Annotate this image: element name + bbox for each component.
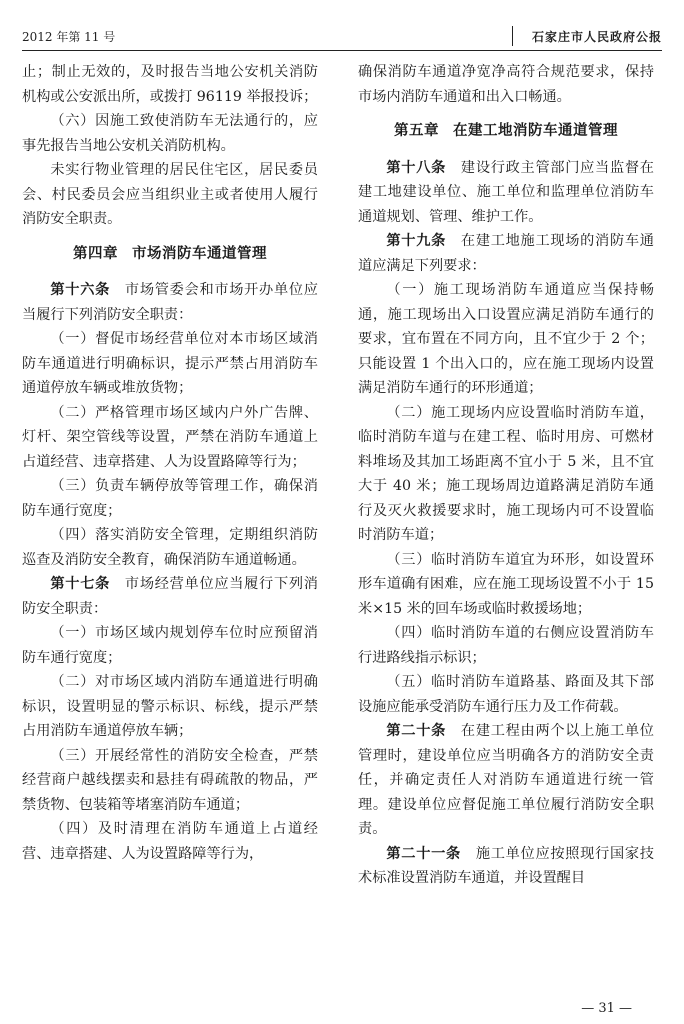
article-number: 第十九条 <box>386 233 447 249</box>
article-text: 建设行政主管部门应当监督在建工地建设单位、施工单位和监理单位消防车通道规划、管理、维护工作。 <box>358 159 654 225</box>
article-paragraph <box>358 719 654 842</box>
body-paragraph: 确保消防车通道净宽净高符合规范要求，保持市场内消防车通道和出入口畅通。 <box>358 64 654 105</box>
page-header <box>22 28 662 48</box>
article-number: 第二十一条 <box>386 845 461 862</box>
page-number: — 31 — <box>581 1001 632 1016</box>
body-paragraph: 止；制止无效的，及时报告当地公安机关消防机构或公安派出所，或拨打 96119 举报投诉； <box>22 64 318 105</box>
article-paragraph <box>22 278 318 327</box>
body-paragraph: （二）施工现场内应设置临时消防车道，临时消防车道与在建工程、临时用房、可燃材料堆场及其加工场距离不宜小于 5 米，且不宜大于 40 米；施工现场周边道路满足消防车通行及灭火救援要求时，施工现场内可不设置临时消防车道； <box>358 404 654 543</box>
issue-label: 2012 年第 11 号 <box>22 30 116 44</box>
chapter-heading <box>22 232 318 279</box>
body-paragraph: （六）因施工致使消防车无法通行的，应事先报告当地公安机关消防机构。 <box>22 113 318 154</box>
article-paragraph <box>358 229 654 278</box>
left-column <box>22 60 318 866</box>
article-paragraph <box>358 842 654 891</box>
publication-title: 石家庄市人民政府公报 <box>531 30 662 44</box>
article-number: 第二十条 <box>386 723 447 739</box>
article-paragraph <box>358 156 654 230</box>
chapter-title: 市场消防车通道管理 <box>132 244 267 262</box>
body-paragraph: （四）临时消防车道的右侧应设置消防车行进路线指示标识； <box>358 625 654 666</box>
chapter-heading <box>358 109 654 156</box>
body-paragraph: （二）严格管理市场区域内户外广告牌、灯杆、架空管线等设置，严禁在消防车通道上占道经营、违章搭建、人为设置路障等行为； <box>22 404 318 470</box>
article-text: 在建工地施工现场的消防车通道应满足下列要求： <box>358 233 654 274</box>
body-paragraph: 未实行物业管理的居民住宅区，居民委员会、村民委员会应当组织业主或者使用人履行消防安全职责。 <box>22 162 318 227</box>
article-text: 施工单位应按照现行国家技术标准设置消防车通道，并设置醒目 <box>358 845 654 886</box>
body-paragraph: （五）临时消防车道路基、路面及其下部设施应能承受消防车通行压力及工作荷载。 <box>358 674 654 715</box>
body-paragraph: （一）施工现场消防车通道应当保持畅通，施工现场出入口设置应满足消防车通行的要求，宜布置在不同方向，且不宜少于 2 个；只能设置 1 个出入口的，应在施工现场内设置满足消防车通行的环形通道； <box>358 282 654 396</box>
header-divider <box>512 26 513 46</box>
body-paragraph: （四）及时清理在消防车通道上占道经营、违章搭建、人为设置路障等行为， <box>22 821 318 862</box>
right-column <box>358 60 654 891</box>
body-paragraph: （三）负责车辆停放等管理工作，确保消防车通行宽度； <box>22 478 318 519</box>
article-number: 第十六条 <box>50 282 111 298</box>
article-text: 市场经营单位应当履行下列消防安全职责： <box>22 576 318 617</box>
body-paragraph: （四）落实消防安全管理，定期组织消防巡查及消防安全教育，确保消防车通道畅通。 <box>22 527 318 568</box>
chapter-number: 第四章 <box>73 244 118 262</box>
chapter-title: 在建工地消防车通道管理 <box>453 122 618 139</box>
body-paragraph: （一）督促市场经营单位对本市场区域消防车通道进行明确标识，提示严禁占用消防车通道停放车辆或堆放货物； <box>22 331 318 396</box>
article-number: 第十八条 <box>386 159 447 176</box>
article-text: 在建工程由两个以上施工单位管理时，建设单位应当明确各方的消防安全责任，并确定责任人对消防车通道进行统一管理。建设单位应督促施工单位履行消防安全职责。 <box>358 723 654 837</box>
body-paragraph: （一）市场区域内规划停车位时应预留消防车通行宽度； <box>22 625 318 666</box>
body-paragraph: （三）开展经常性的消防安全检查，严禁经营商户越线摆卖和悬挂有碍疏散的物品，严禁货物、包装箱等堵塞消防车通道； <box>22 747 318 813</box>
body-paragraph: （三）临时消防车道宜为环形，如设置环形车道确有困难，应在施工现场设置不小于 15 米×15 米的回车场或临时救援场地； <box>358 551 654 617</box>
header-rule <box>22 50 662 51</box>
article-paragraph <box>22 572 318 621</box>
article-number: 第十七条 <box>50 576 111 592</box>
article-text: 市场管委会和市场开办单位应当履行下列消防安全职责： <box>22 282 318 323</box>
body-paragraph: （二）对市场区域内消防车通道进行明确标识，设置明显的警示标识、标线，提示严禁占用消防车通道停放车辆； <box>22 674 318 739</box>
chapter-number: 第五章 <box>394 122 439 139</box>
